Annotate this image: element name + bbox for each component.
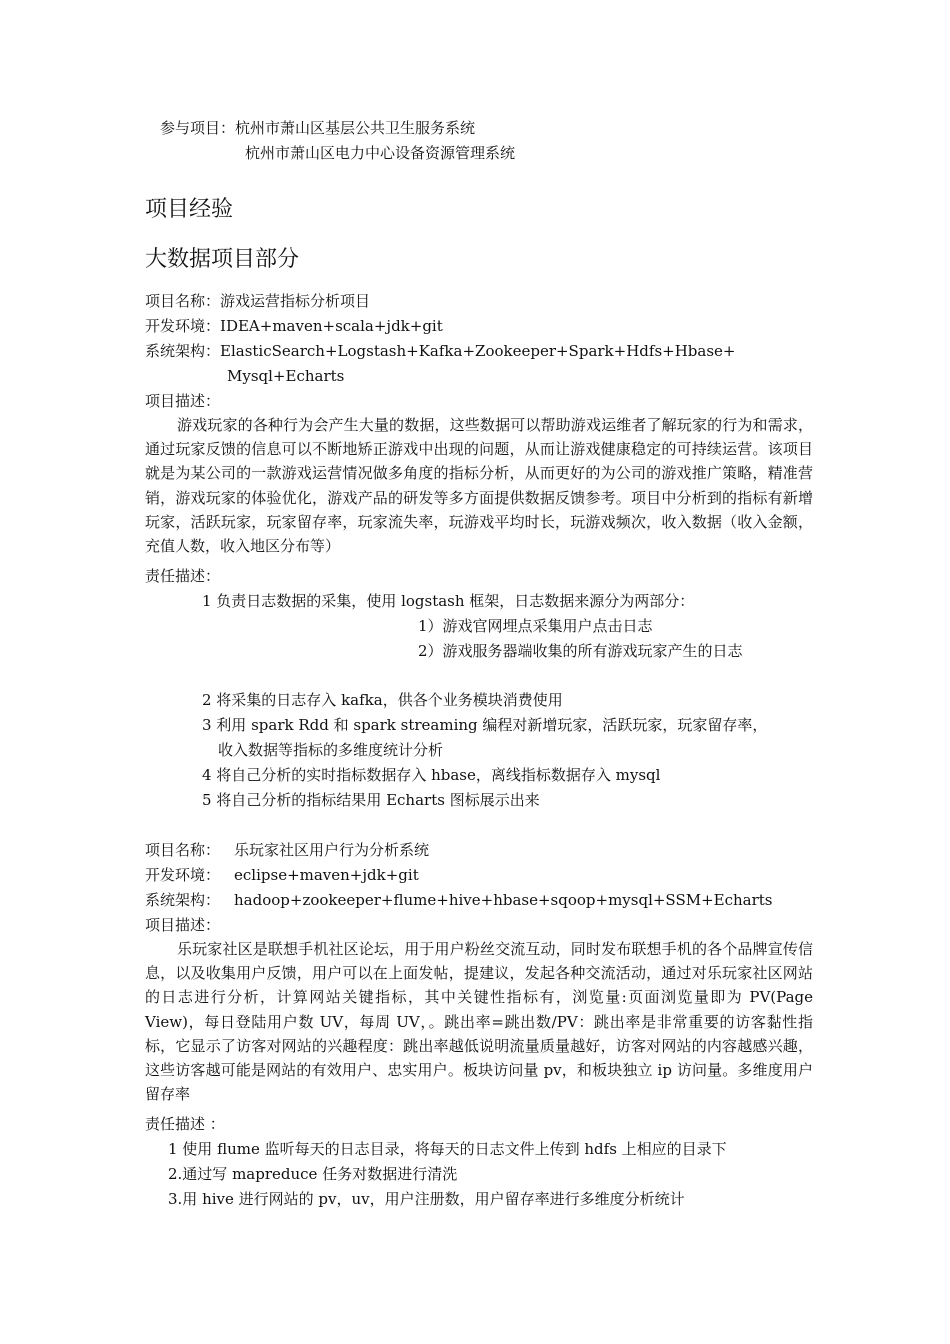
- p2-resp-2: 2.通过写 mapreduce 任务对数据进行清洗: [168, 1165, 458, 1183]
- p2-env-label: 开发环境：: [145, 866, 221, 884]
- p1-arch-line-2: Mysql+Echarts: [227, 367, 345, 385]
- p2-name: 乐玩家社区用户行为分析系统: [234, 841, 430, 859]
- p2-arch-row: [145, 890, 773, 910]
- p1-name-label: 项目名称：: [145, 292, 221, 310]
- p1-resp-3-line-1: 3 利用 spark Rdd 和 spark streaming 编程对新增玩家，活跃玩家，玩家留存率，: [202, 716, 768, 734]
- p2-arch: hadoop+zookeeper+flume+hive+hbase+sqoop+mysql+SSM+Echarts: [234, 891, 773, 909]
- p2-resp-1: 1 使用 flume 监听每天的日志目录，将每天的日志文件上传到 hdfs 上相应的目录下: [168, 1140, 727, 1158]
- participation-project-1: 杭州市萧山区基层公共卫生服务系统: [235, 119, 476, 137]
- p1-name-row: [145, 291, 370, 311]
- p2-env: eclipse+maven+jdk+git: [234, 866, 419, 884]
- p1-arch-line-1: ElasticSearch+Logstash+Kafka+Zookeeper+Spark+Hdfs+Hbase+: [220, 342, 736, 360]
- p1-resp-label: 责任描述：: [145, 567, 221, 585]
- p1-name: 游戏运营指标分析项目: [220, 292, 371, 310]
- p2-name-row: [145, 840, 429, 860]
- p2-resp-3: 3.用 hive 进行网站的 pv，uv，用户注册数，用户留存率进行多维度分析统计: [168, 1190, 685, 1208]
- p2-resp-label: 责任描述 ：: [145, 1115, 225, 1133]
- p1-env-label: 开发环境：: [145, 317, 221, 335]
- p1-arch-label: 系统架构：: [145, 342, 221, 360]
- p1-resp-4: 4 将自己分析的实时指标数据存入 hbase，离线指标数据存入 mysql: [202, 766, 661, 784]
- participation-project-2: 杭州市萧山区电力中心设备资源管理系统: [245, 144, 516, 162]
- p1-resp-1-sub-1: 1）游戏官网埋点采集用户点击日志: [418, 617, 653, 635]
- subsection-title: 大数据项目部分: [145, 247, 300, 272]
- p2-arch-label: 系统架构：: [145, 891, 221, 909]
- p1-resp-1: 1 负责日志数据的采集，使用 logstash 框架，日志数据来源分为两部分：: [202, 592, 695, 610]
- p1-resp-5: 5 将自己分析的指标结果用 Echarts 图标展示出来: [202, 791, 540, 809]
- p1-resp-3-line-2: 收入数据等指标的多维度统计分析: [218, 741, 444, 759]
- p2-name-label: 项目名称：: [145, 841, 221, 859]
- p1-arch-row: [145, 341, 735, 361]
- p1-desc-label: 项目描述：: [145, 392, 221, 410]
- participation-line-1: [160, 118, 475, 138]
- p1-description: 游戏玩家的各种行为会产生大量的数据，这些数据可以帮助游戏运维者了解玩家的行为和需求，通过玩家反馈的信息可以不断地矫正游戏中出现的问题，从而让游戏健康稳定的可持续运营。该项目就是为某公司的一款游戏运营情况做多角度的指标分析，从而更好的为公司的游戏推广策略，精准营销，游戏玩家的体验优化，游戏产品的研发等多方面提供数据反馈参考。项目中分析到的指标有新增玩家，活跃玩家，玩家留存率，玩家流失率，玩游戏平均时长，玩游戏频次，收入数据（收入金额，充值人数，收入地区分布等）: [145, 416, 813, 556]
- p2-description: 乐玩家社区是联想手机社区论坛，用于用户粉丝交流互动，同时发布联想手机的各个品牌宣传信息，以及收集用户反馈，用户可以在上面发帖，提建议，发起各种交流活动，通过对乐玩家社区网站的日志进行分析，计算网站关键指标，其中关键性指标有，浏览量:页面浏览量即为 PV(Page View)，每日登陆用户数 UV，每周 UV，。跳出率=跳出数/PV：跳出率是非常重要的访客黏性指标，它显示了访客对网站的兴趣程度：跳出率越低说明流量质量越好，访客对网站的内容越感兴趣，这些访客越可能是网站的有效用户、忠实用户。板块访问量 pv，和板块独立 ip 访问量。多维度用户留存率: [145, 940, 813, 1104]
- section-title: 项目经验: [145, 197, 234, 222]
- p1-resp-1-sub-2: 2）游戏服务器端收集的所有游戏玩家产生的日志: [418, 642, 743, 660]
- participation-label: 参与项目：: [160, 119, 236, 137]
- p2-env-row: [145, 865, 419, 885]
- p1-env: IDEA+maven+scala+jdk+git: [220, 317, 443, 335]
- p1-resp-2: 2 将采集的日志存入 kafka，供各个业务模块消费使用: [202, 691, 563, 709]
- p1-env-row: [145, 316, 443, 336]
- p2-desc-label: 项目描述：: [145, 916, 221, 934]
